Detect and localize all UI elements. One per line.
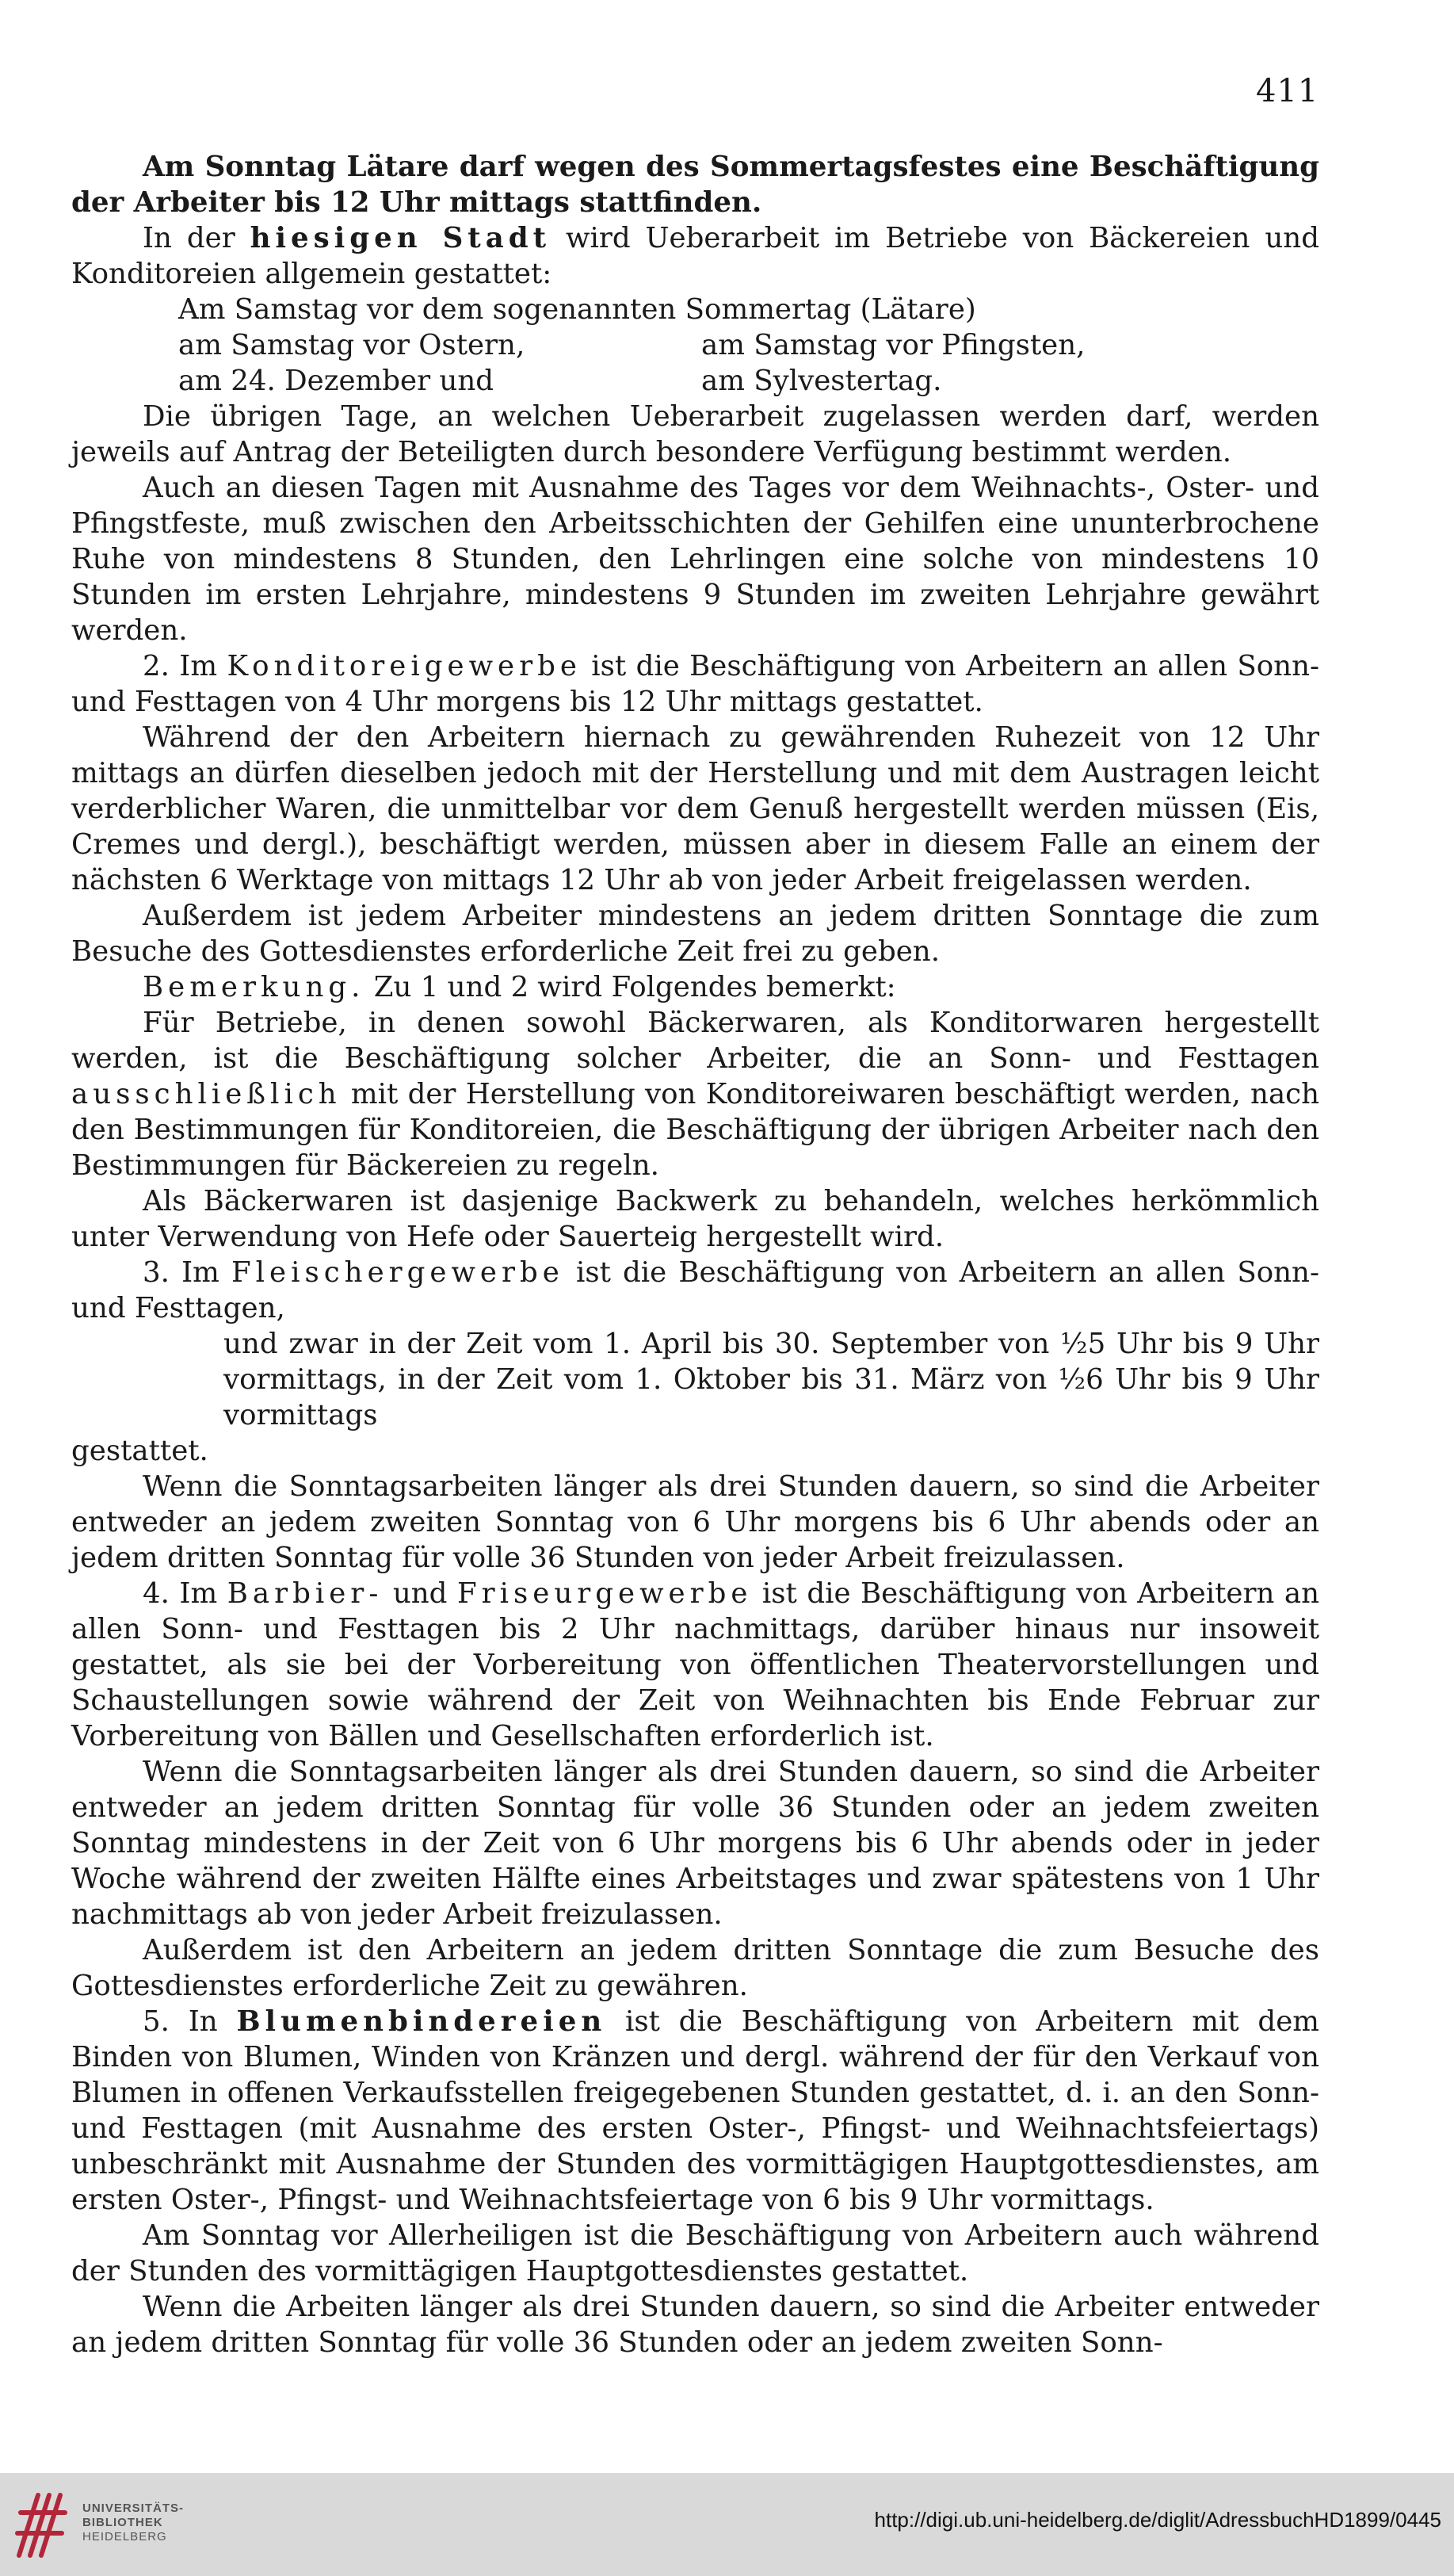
spaced-term: Friseurgewerbe	[456, 1577, 753, 1610]
paragraph: Während der den Arbeitern hiernach zu gewährenden Ruhezeit von 12 Uhr mittags an dürfen dieselben jedoch mit der Herstellung und mit dem Austragen leicht verderblicher Waren, die unmittelbar vor dem Genuß hergestellt werden müssen (Eis, Cremes und dergl.), beschäftigt werden, müssen aber in diesem Falle an einem der nächsten 6 Werktage von mittags 12 Uhr ab von jeder Arbeit freigelassen werden.	[71, 721, 1319, 896]
text-rest: ist die Beschäftigung von Arbeitern an allen Sonn- und Festtagen,	[71, 1256, 1319, 1324]
list-item	[178, 327, 1319, 363]
spaced-term: ausschließlich	[71, 1078, 342, 1110]
list-cell: am Samstag vor Pfingsten,	[701, 329, 1086, 361]
paragraph: Als Bäckerwaren ist dasjenige Backwerk zu behandeln, welches herkömmlich unter Verwendung von Hefe oder Sauerteig hergestellt wird.	[71, 1185, 1319, 1253]
paragraph: Wenn die Arbeiten länger als drei Stunden dauern, so sind die Arbeiter entweder an jedem dritten Sonntag für volle 36 Stunden oder an jedem zweiten Sonn-	[71, 2291, 1319, 2359]
list-item: Am Samstag vor dem sogenannten Sommertag (Lätare)	[178, 293, 976, 326]
text-mid: und	[383, 1577, 457, 1610]
paragraph-laetare: Am Sonntag Lätare darf wegen des Sommertagsfestes eine Beschäftigung der Arbeiter bis 12 Uhr mittags stattfinden.	[71, 151, 1319, 219]
list-item	[178, 363, 1319, 399]
text-lead: 3. Im	[143, 1256, 231, 1289]
list-cell: am Samstag vor Ostern,	[178, 329, 525, 361]
text-rest: ist die Beschäftigung von Arbeitern an allen Sonn- und Festtagen bis 2 Uhr nachmittags, darüber hinaus nur insoweit gestattet, als sie bei der Vorbereitung von öffentlichen Theatervorstellungen und Schaustellungen sowie während der Zeit von Weihnachten bis Ende Februar zur Vorbereitung von Bällen und Gesellschaften erforderlich ist.	[71, 1577, 1319, 1752]
spaced-term: Fleischergewerbe	[231, 1256, 564, 1289]
text-lead: 2. Im	[143, 650, 227, 682]
paragraph-konditoreigewerbe	[71, 648, 1319, 720]
text-rest: ist die Beschäftigung von Arbeitern an allen Sonn- und Festtagen von 4 Uhr morgens bis 12 Uhr mittags gestattet.	[71, 650, 1320, 718]
paragraph-hiesige-stadt	[71, 220, 1319, 292]
paragraph: Wenn die Sonntagsarbeiten länger als drei Stunden dauern, so sind die Arbeiter entweder an jedem zweiten Sonntag von 6 Uhr morgens bis 6 Uhr abends oder an jedem dritten Sonntag für volle 36 Stunden von jeder Arbeit freizulassen.	[71, 1470, 1319, 1574]
text-rest: ist die Beschäftigung von Arbeitern mit dem Binden von Blumen, Winden von Kränzen und dergl. während der für den Verkauf von Blumen in offenen Verkaufsstellen freigegebenen Stunden gestattet, d. i. an den Sonn- und Festtagen (mit Ausnahme des ersten Oster-, Pfingst- und Weihnachtsfeiertags) unbeschränkt mit Ausnahme der Stunden des vormittägigen Hauptgottesdienstes, am ersten Oster-, Pfingst- und Weihnachtsfeiertage von 6 bis 9 Uhr vormittags.	[71, 2005, 1319, 2216]
spaced-term: Konditoreigewerbe	[227, 650, 582, 682]
indented-block: und zwar in der Zeit vom 1. April bis 30. September von ½5 Uhr bis 9 Uhr vormittags, in der Zeit vom 1. Oktober bis 31. März von ½6 Uhr bis 9 Uhr vormittags	[223, 1328, 1319, 1431]
list-cell: am Sylvestertag.	[701, 365, 942, 397]
text-rest: Zu 1 und 2 wird Folgendes bemerkt:	[364, 971, 896, 1003]
text-lead: Für Betriebe, in denen sowohl Bäckerwaren, als Konditorwaren hergestellt werden, ist die Beschäftigung solcher Arbeiter, die an Sonn- und Festtagen	[71, 1007, 1319, 1075]
text-lead: 5. In	[143, 2005, 237, 2038]
paragraph: Wenn die Sonntagsarbeiten länger als drei Stunden dauern, so sind die Arbeiter entweder an jedem dritten Sonntag für volle 36 Stunden oder an jedem zweiten Sonntag mindestens in der Zeit von 6 Uhr morgens bis 6 Uhr abends oder in jeder Woche während der zweiten Hälfte eines Arbeitstages und zwar spätestens von 1 Uhr nachmittags ab von jeder Arbeit freizulassen.	[71, 1756, 1319, 1931]
viewer-footer	[0, 2473, 1454, 2576]
date-list	[71, 292, 1319, 399]
text-rest: mit der Herstellung von Konditoreiwaren beschäftigt werden, nach den Bestimmungen für Konditoreien, die Beschäftigung der übrigen Arbeiter nach den Bestimmungen für Bäckereien zu regeln.	[71, 1078, 1319, 1182]
paragraph: gestattet.	[71, 1435, 208, 1467]
page-number: 411	[1256, 73, 1319, 109]
paragraph: Außerdem ist den Arbeitern an jedem dritten Sonntage die zum Besuche des Gottesdienstes erforderliche Zeit zu gewähren.	[71, 1934, 1319, 2002]
spaced-term: Blumenbindereien	[236, 2005, 607, 2038]
spaced-term: Bemerkung.	[143, 971, 365, 1003]
text-rest: wird Ueberarbeit im Betriebe von Bäckereien und Konditoreien allgemein gestattet:	[71, 222, 1319, 290]
paragraph-barbier	[71, 1576, 1319, 1754]
wordmark-line: HEIDELBERG	[82, 2530, 167, 2544]
list-cell: am 24. Dezember und	[178, 365, 494, 397]
paragraph: Auch an diesen Tagen mit Ausnahme des Tages vor dem Weihnachts-, Oster- und Pfingstfeste, muß zwischen den Arbeitsschichten der Gehilfen eine ununterbrochene Ruhe von mindestens 8 Stunden, den Lehrlingen eine solche von mindestens 10 Stunden im ersten Lehrjahre, mindestens 9 Stunden im zweiten Lehrjahre gewährt werden.	[71, 472, 1319, 647]
text-lead: In der	[143, 222, 250, 254]
paragraph-blumenbindereien	[71, 2004, 1319, 2218]
paragraph-bemerkung	[71, 969, 1319, 1005]
wordmark-line: UNIVERSITÄTS-	[82, 2501, 185, 2515]
paragraph: Am Sonntag vor Allerheiligen ist die Beschäftigung von Arbeitern auch während der Stunden des vormittägigen Hauptgottesdienstes gestattet.	[71, 2219, 1319, 2287]
paragraph	[71, 1005, 1319, 1183]
paragraph-fleischergewerbe	[71, 1255, 1319, 1326]
body-text	[71, 149, 1319, 2360]
paragraph: Außerdem ist jedem Arbeiter mindestens an jedem dritten Sonntage die zum Besuche des Gottesdienstes erforderliche Zeit frei zu geben.	[71, 900, 1319, 968]
text-lead: 4. Im	[143, 1577, 227, 1610]
spaced-term: Barbier-	[227, 1577, 384, 1610]
university-logo-icon	[14, 2489, 70, 2560]
source-url-link[interactable]: http://digi.ub.uni-heidelberg.de/diglit/AdressbuchHD1899/0445	[874, 2508, 1441, 2532]
spaced-term: hiesigen Stadt	[250, 222, 551, 254]
library-wordmark	[82, 2501, 184, 2544]
paragraph: Die übrigen Tage, an welchen Ueberarbeit zugelassen werden darf, werden jeweils auf Antrag der Beteiligten durch besondere Verfügung bestimmt werden.	[71, 400, 1319, 468]
wordmark-line: BIBLIOTHEK	[82, 2516, 163, 2529]
